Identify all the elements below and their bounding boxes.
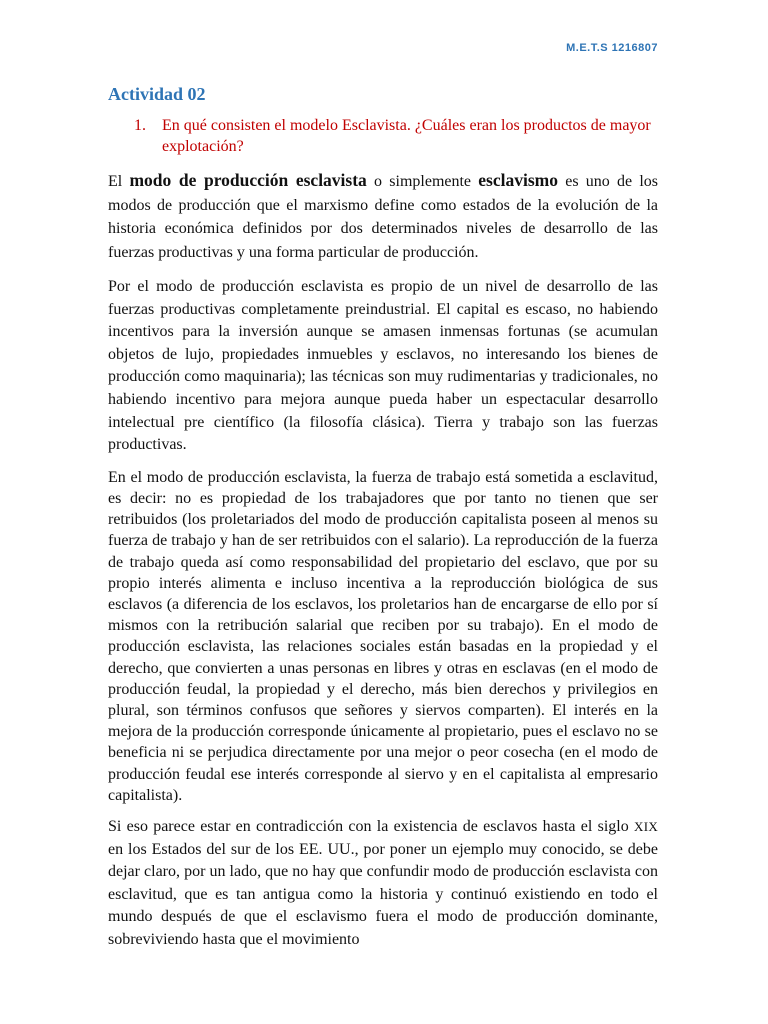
question-number: 1. — [134, 117, 146, 134]
page-title: Actividad 02 — [108, 84, 206, 104]
p1-term-modo: modo de producción esclavista — [129, 170, 367, 190]
document-code: M.E.T.S 1216807 — [566, 42, 658, 54]
paragraph-definition — [108, 169, 658, 264]
p1-term-esclavismo: esclavismo — [478, 170, 558, 190]
question-item — [108, 115, 658, 157]
p4-text-1: Si eso parece estar en contradicción con la existencia de esclavos hasta el siglo — [108, 818, 629, 835]
paragraph-contradiction — [108, 816, 658, 952]
document-page — [108, 84, 658, 962]
paragraph-productive-forces: Por el modo de producción esclavista es propio de un nivel de desarrollo de las fuerzas productivas completamente preindustrial. El capital es escaso, no habiendo incentivos para la inversión aunque se amasen inmensas fortunas (se acumulan objetos de lujo, propiedades inmuebles y esclavos, no interesando los bienes de producción como maquinaria); las técnicas son muy rudimentarias y tradicionales, no habiendo incentivo para mejora aunque pueda haber un espectacular desarrollo intelectual pre científico (la filosofía clásica). Tierra y trabajo son las fuerzas productivas. — [108, 278, 658, 454]
p1-text-1: El — [108, 173, 123, 190]
p1-text-3: es uno de los modos de producción que el marxismo define como estados de la evolución de la historia económica definidos por dos determinados niveles de desarrollo de las fuerzas productivas y una forma particular de producción. — [108, 173, 659, 261]
paragraph-labor-force: En el modo de producción esclavista, la fuerza de trabajo está sometida a esclavitud, es decir: no es propiedad de los trabajadores que por tanto no tienen que ser retribuidos (los proletariados del modo de producción capitalista poseen al menos su fuerza de trabajo y han de ser retribuidos con el salario). La reproducción de la fuerza de trabajo queda así como responsabilidad del propietario del esclavo, que por su propio interés alimenta e incluso incentiva a la reproducción biológica de sus esclavos (a diferencia de los esclavos, los proletarios han de encargarse de ello por sí mismos con la retribución salarial que reciben por su trabajo). En el modo de producción esclavista, las relaciones sociales están basadas en la propiedad y el derecho, que convierten a unas personas en libres y otras en esclavas (en el modo de producción feudal, la propiedad y el derecho, más bien derechos y privilegios en plural, son términos confusos que señores y siervos comparten). El interés en la mejora de la producción corresponde únicamente al propietario, pues el esclavo no se beneficia ni se perjudica directamente por una mejor o peor cosecha (en el modo de producción feudal ese interés corresponde al siervo y en el capitalista al empresario capitalista). — [108, 468, 658, 804]
p4-century: XIX — [634, 819, 659, 834]
p1-text-2: o simplemente — [374, 173, 472, 190]
question-text: En qué consisten el modelo Esclavista. ¿Cuáles eran los productos de mayor explotación? — [162, 117, 651, 155]
p4-text-2: en los Estados del sur de los EE. UU., por poner un ejemplo muy conocido, se debe dejar claro, por un lado, que no hay que confundir modo de producción esclavista con esclavitud, que es tan antigua como la historia y continuó existiendo en todo el mundo después de que el esclavismo fuera el modo de producción dominante, sobreviviendo hasta que el movimiento — [108, 840, 658, 948]
